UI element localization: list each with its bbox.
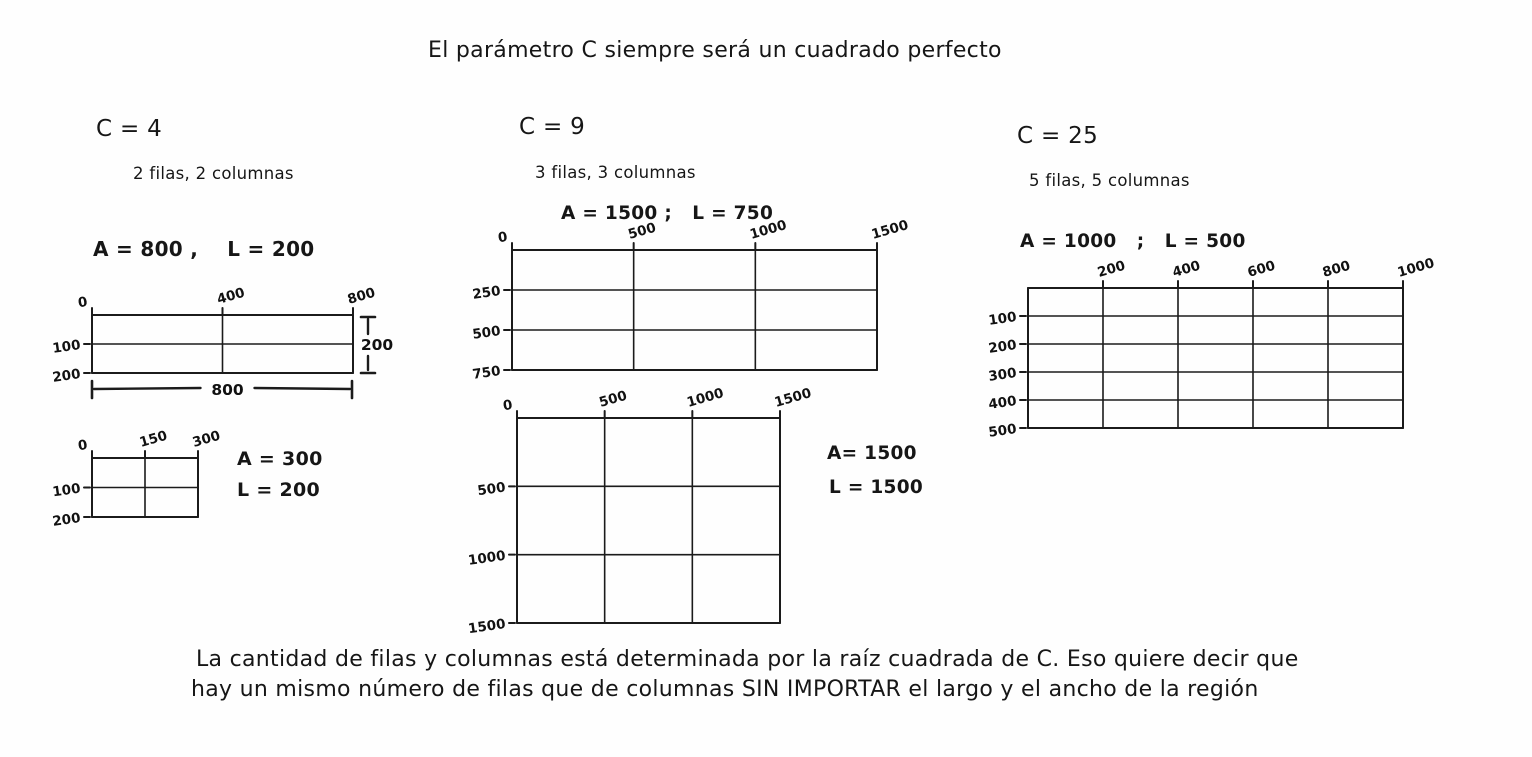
dim-right-label: 200 [360, 336, 394, 354]
left-tick-label: 200 [51, 510, 82, 530]
left-tick-label: 200 [51, 366, 82, 386]
c9-square-grid [467, 385, 813, 637]
left-tick-label: 200 [987, 337, 1018, 357]
c4-main-grid [51, 285, 393, 399]
top-tick-label: 400 [1170, 257, 1203, 281]
c25-params: A = 1000 ; L = 500 [1020, 231, 1246, 252]
c9-rows-cols-note: 3 filas, 3 columnas [535, 163, 696, 182]
top-tick-label: 500 [626, 219, 658, 243]
dim-bottom-line [94, 388, 201, 389]
top-tick-label: 300 [190, 427, 223, 451]
left-tick-label: 1000 [467, 547, 507, 569]
left-tick-label: 250 [471, 283, 502, 303]
c9-params: A = 1500 ; L = 750 [561, 203, 774, 224]
top-tick-label: 1000 [748, 217, 789, 243]
top-tick-label: 1500 [869, 217, 911, 243]
top-tick-label: 150 [137, 427, 170, 451]
top-tick-label: 0 [77, 294, 89, 312]
footer-explanation-line2: hay un mismo número de filas que de columnas SIN IMPORTAR el largo y el ancho de la región [191, 677, 1259, 702]
page-title: El parámetro C siempre será un cuadrado perfecto [428, 38, 1002, 63]
top-tick-label: 0 [77, 437, 89, 455]
c25-grid [987, 255, 1436, 441]
top-tick-label: 400 [215, 284, 247, 308]
left-tick-label: 400 [987, 393, 1018, 413]
dim-bottom-label: 800 [211, 381, 244, 399]
footer-explanation-line1: La cantidad de filas y columnas está determinada por la raíz cuadrada de C. Eso quiere decir que [196, 647, 1299, 672]
top-tick-label: 1000 [1395, 255, 1437, 281]
left-tick-label: 500 [471, 323, 502, 343]
c4-heading: C = 4 [96, 116, 163, 142]
top-tick-label: 0 [502, 397, 514, 415]
top-tick-label: 600 [1245, 257, 1278, 281]
top-tick-label: 500 [597, 387, 629, 411]
left-tick-label: 500 [987, 421, 1018, 441]
dim-bottom-line [255, 388, 351, 389]
c4-small-grid-length-label: L = 200 [237, 479, 321, 501]
left-tick-label: 300 [987, 365, 1018, 385]
c4-rows-cols-note: 2 filas, 2 columnas [133, 164, 294, 183]
c4-params: A = 800 , L = 200 [93, 237, 315, 261]
top-tick-label: 800 [345, 284, 378, 308]
c9-wide-grid [471, 217, 910, 383]
c9-square-grid-area-label: A= 1500 [827, 443, 917, 464]
c25-heading: C = 25 [1017, 123, 1099, 149]
left-tick-label: 100 [987, 309, 1018, 329]
left-tick-label: 100 [51, 480, 82, 501]
c4-small-grid [51, 428, 222, 530]
top-tick-label: 200 [1095, 257, 1128, 281]
top-tick-label: 0 [497, 229, 509, 247]
c25-rows-cols-note: 5 filas, 5 columnas [1029, 171, 1190, 190]
c9-square-grid-length-label: L = 1500 [829, 477, 924, 498]
top-tick-label: 1500 [772, 385, 814, 411]
left-tick-label: 1500 [467, 616, 507, 638]
c9-heading: C = 9 [519, 114, 586, 140]
c4-small-grid-area-label: A = 300 [237, 448, 323, 470]
left-tick-label: 750 [471, 363, 502, 383]
top-tick-label: 800 [1320, 257, 1353, 281]
top-tick-label: 1000 [685, 385, 726, 411]
left-tick-label: 500 [476, 479, 507, 500]
left-tick-label: 100 [51, 337, 82, 357]
